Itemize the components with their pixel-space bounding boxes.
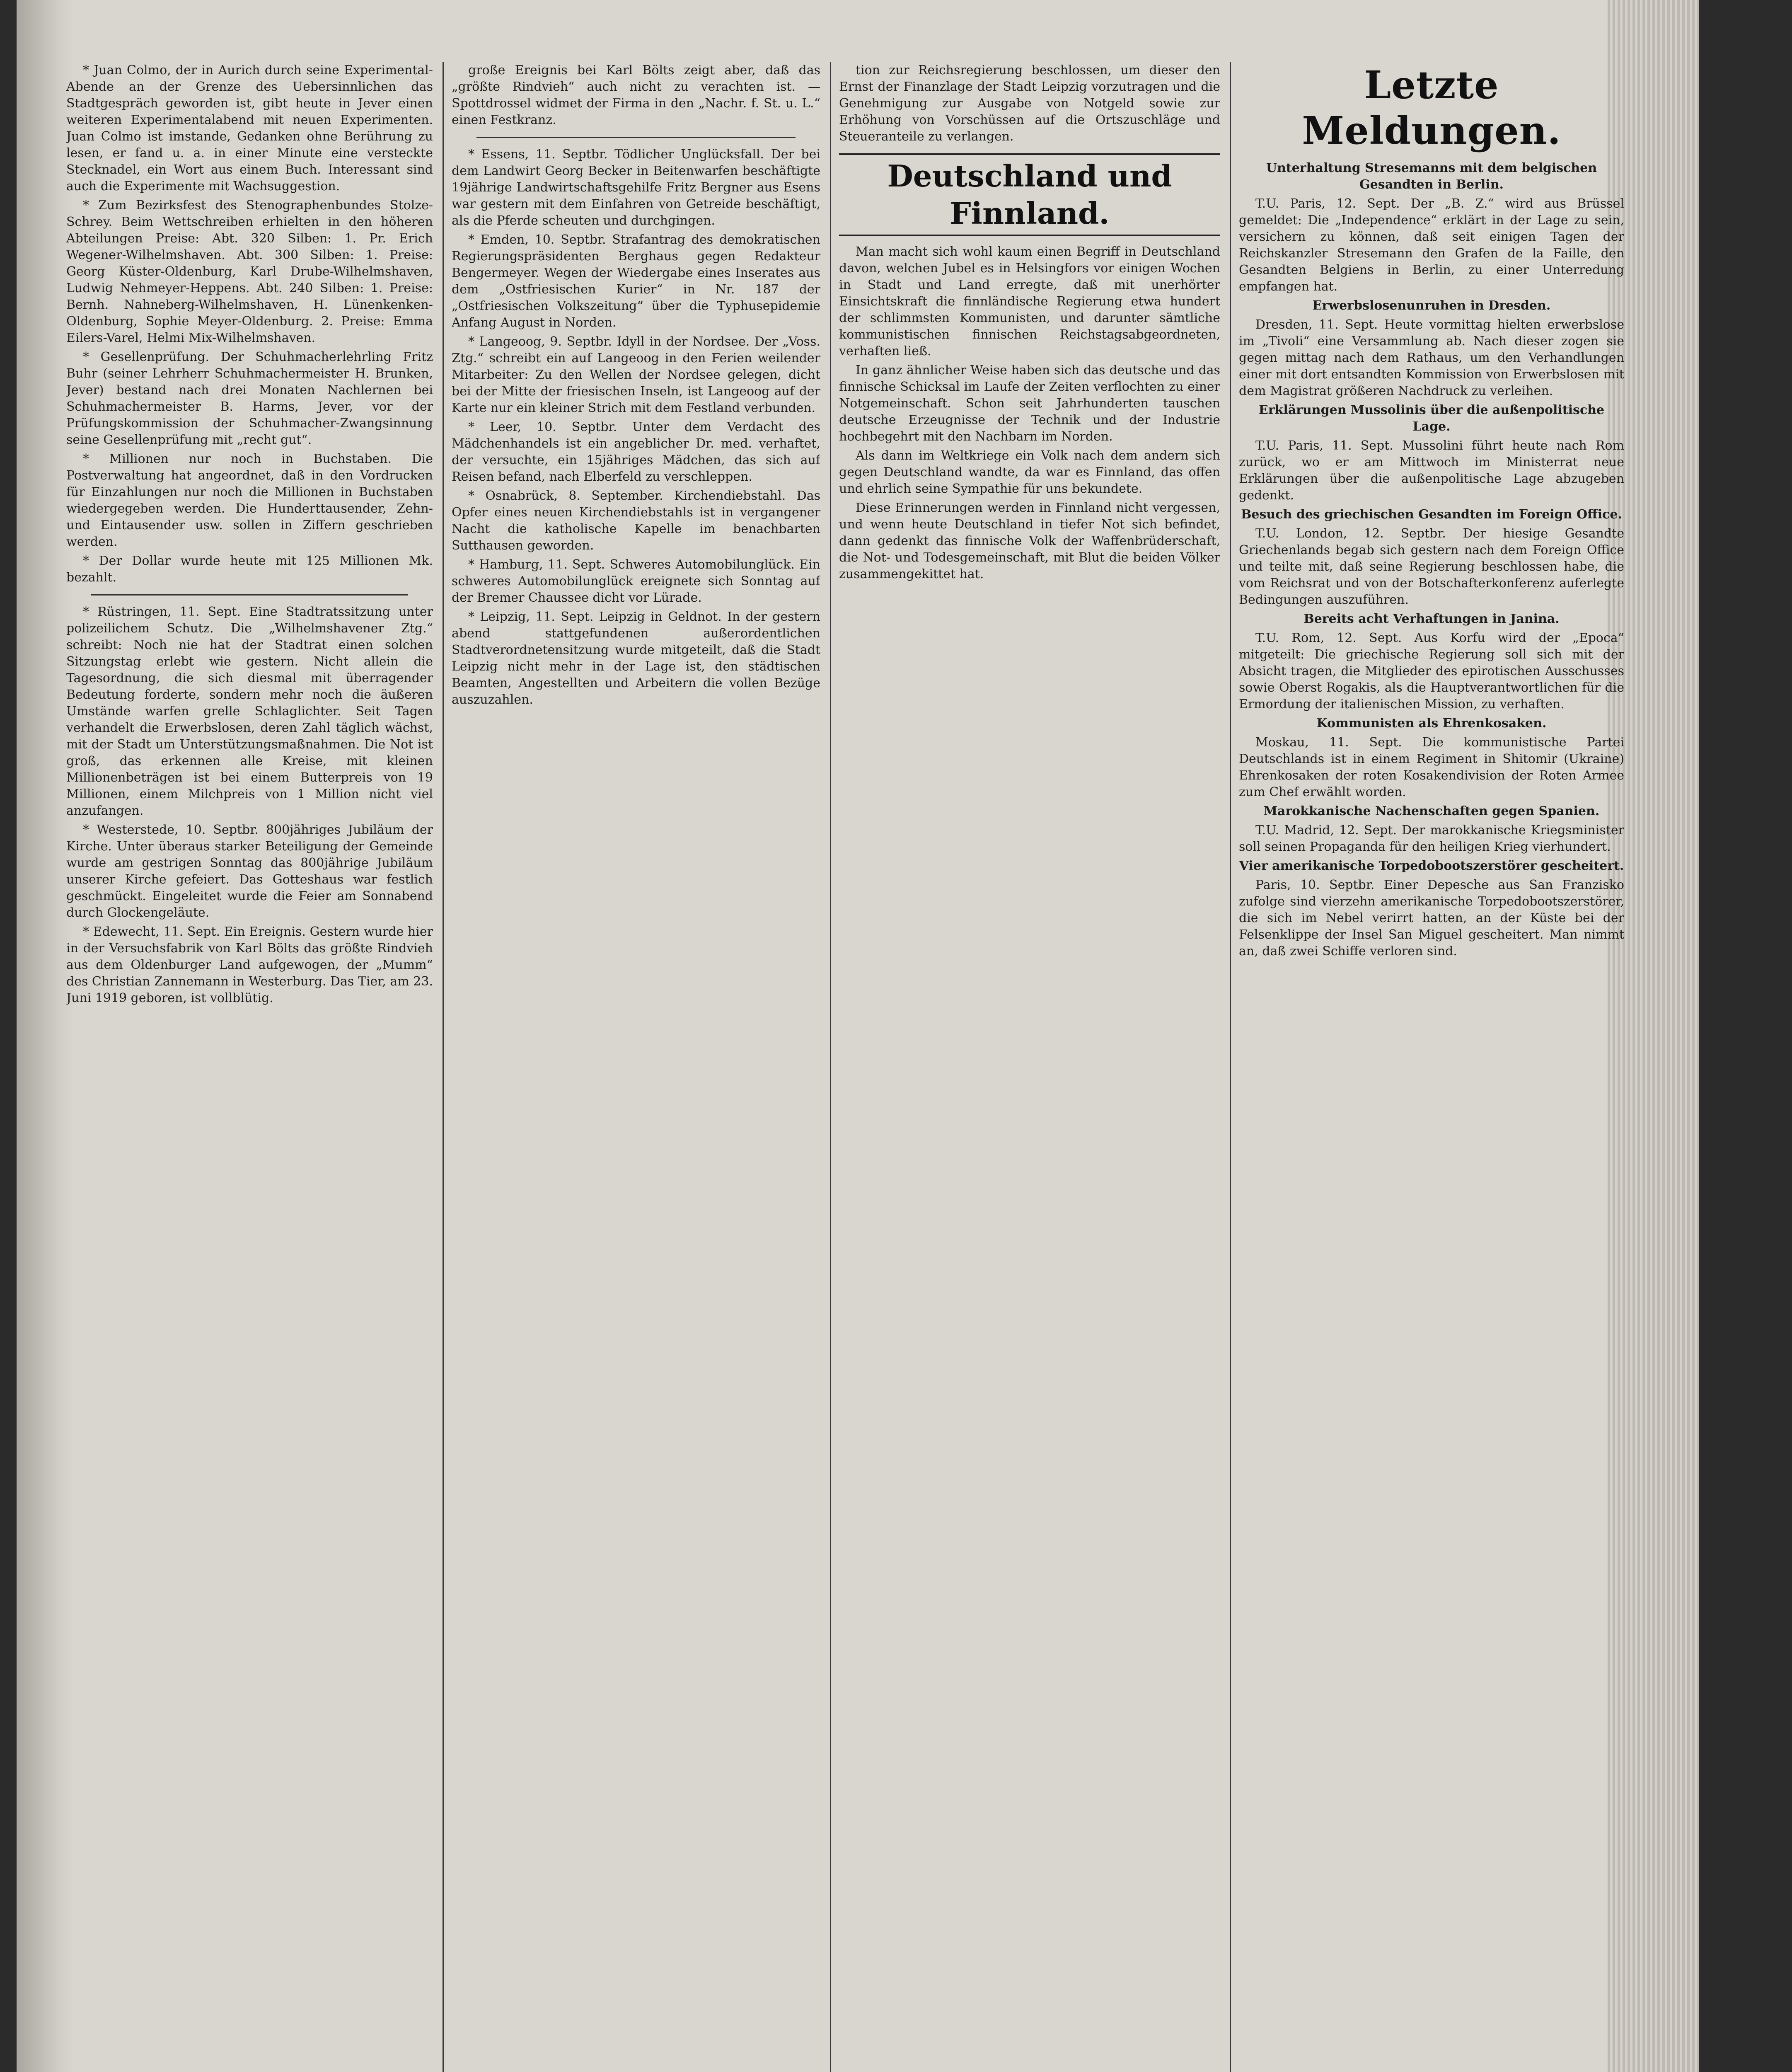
column-1 bbox=[66, 62, 433, 2072]
column-rule bbox=[443, 62, 444, 2072]
article-paragraph: * Leer, 10. Septbr. Unter dem Verdacht des Mädchenhandels ist ein angeblicher Dr. med. verhaftet, der versuchte, ein 15jähriges Mädchen, das sich auf Reisen befand, nach Elberfeld zu verschleppen. bbox=[452, 420, 820, 484]
news-item-title: Bereits acht Verhaftungen in Janina. bbox=[1303, 612, 1560, 626]
article-paragraph: In ganz ähnlicher Weise haben sich das deutsche und das finnische Schicksal im Laufe der Zeiten verflochten zu einer Notgemeinschaft. Schon seit Jahrhunderten tauschen deutsche Erzeugnisse der Technik und der Industrie hochbegehrt mit den Nachbarn im Norden. bbox=[839, 363, 1220, 444]
column-4 bbox=[1239, 62, 1624, 2072]
article-paragraph: Diese Erinnerungen werden in Finnland nicht vergessen, und wenn heute Deutschland in tiefer Not sich befindet, dann gedenkt das finnische Volk der Waffenbrüderschaft, die Not- und Todesgemeinschaft, mit Blut die beiden Völker zusammengekittet hat. bbox=[839, 501, 1220, 581]
article-paragraph: * Rüstringen, 11. Sept. Eine Stadtratssitzung unter polizeilichem Schutz. Die „Wilhelmshavener Ztg.“ schreibt: Noch nie hat der Stadtrat einen solchen Sitzungstag erlebt wie gestern. Nicht allein die Tagesordnung, die sich diesmal mit überragender Bedeutung forderte, sondern mehr noch die äußeren Umstände warfen grelle Schlaglichter. Seit Tagen verhandelt die Erwerbslosen, deren Zahl täglich wächst, mit der Stadt um Unterstützungsmaßnahmen. Die Not ist groß, das erkennen alle Kreise, mit kleinen Millionenbeträgen ist bei einem Butterpreis von 19 Millionen, einem Milchpreis von 1 Million nicht viel anzufangen. bbox=[66, 605, 433, 818]
article-paragraph: * Hamburg, 11. Sept. Schweres Automobilunglück. Ein schweres Automobilunglück ereignete sich Sonntag auf der Bremer Chaussee dicht vor Lürade. bbox=[452, 557, 820, 605]
article-paragraph: * Zum Bezirksfest des Stenographenbundes Stolze-Schrey. Beim Wettschreiben erhielten in den höheren Abteilungen Preise: Abt. 320 Silben: 1. Pr. Erich Wegener-Wilhelmshaven. Abt. 300 Silben: 1. Preise: Georg Küster-Oldenburg, Karl Drube-Wilhelmshaven, Ludwig Nehmeyer-Heppens. Abt. 240 Silben: 1. Preise: Bernh. Nahneberg-Wilhelmshaven, H. Lünenkenken-Oldenburg, Sophie Meyer-Oldenburg. 2. Preise: Emma Eilers-Varel, Helmi Mix-Wilhelmshaven. bbox=[66, 198, 433, 345]
news-item-title: Kommunisten als Ehrenkosaken. bbox=[1316, 716, 1547, 731]
article-paragraph: * Osnabrück, 8. September. Kirchendiebstahl. Das Opfer eines neuen Kirchendiebstahls ist in vergangener Nacht die katholische Kapelle im benachbarten Sutthausen geworden. bbox=[452, 489, 820, 553]
article-paragraph: * Edewecht, 11. Sept. Ein Ereignis. Gestern wurde hier in der Versuchsfabrik von Karl Bölts das größte Rindvieh aus dem Oldenburger Land aufgewogen, der „Mumm“ des Christian Zannemann in Westerburg. Das Tier, am 23. Juni 1919 geboren, ist vollblütig. bbox=[66, 925, 433, 1005]
column-2 bbox=[452, 62, 820, 2072]
news-item-text: Dresden, 11. Sept. Heute vormittag hielten erwerbslose im „Tivoli“ eine Versammlung ab. Nach dieser zogen sie gegen mittag nach dem Rathaus, um den Verhandlungen einer mit dort entsandten Kommission von Erwerbslosen mit dem Magistrat größeren Nachdruck zu verleihen. bbox=[1239, 317, 1624, 398]
column-rule bbox=[830, 62, 831, 2072]
news-item-title: Vier amerikanische Torpedobootszerstörer gescheitert. bbox=[1239, 859, 1624, 873]
news-item-title: Marokkanische Nachenschaften gegen Spanien. bbox=[1263, 804, 1600, 818]
section-divider bbox=[91, 594, 408, 595]
page-gutter-shadow bbox=[17, 0, 75, 2072]
article-paragraph: Man macht sich wohl kaum einen Begriff in Deutschland davon, welchen Jubel es in Helsingfors vor einigen Wochen in Stadt und Land erregte, daß mit unerhörter Einsichtskraft die finnländische Regierung etwa hundert der schlimmsten Kommunisten, und darunter sämtliche kommunistischen finnischen Reichstagsabgeordneten, verhaften ließ. bbox=[839, 244, 1220, 358]
article-paragraph: * Leipzig, 11. Sept. Leipzig in Geldnot. In der gestern abend stattgefundenen außerordentlichen Stadtverordnetensitzung wurde mitgeteilt, daß die Stadt Leipzig nicht mehr in der Lage ist, den städtischen Beamten, Angestellten und Arbeitern die vollen Bezüge auszuzahlen. bbox=[452, 610, 820, 707]
news-item-text: T.U. Paris, 11. Sept. Mussolini führt heute nach Rom zurück, wo er am Mittwoch im Ministerrat neue Erklärungen über die außenpolitische Lage abzugeben gedenkt. bbox=[1239, 438, 1624, 503]
section-divider bbox=[476, 137, 796, 138]
news-item-text: T.U. Madrid, 12. Sept. Der marokkanische Kriegsminister soll seinen Propaganda für den heiligen Krieg vierhundert. bbox=[1239, 823, 1624, 854]
news-item-title: Erklärungen Mussolinis über die außenpolitische Lage. bbox=[1258, 403, 1605, 434]
news-item-text: Moskau, 11. Sept. Die kommunistische Partei Deutschlands ist in einem Regiment in Shitomir (Ukraine) Ehrenkosaken der roten Kosakendivision der Roten Armee zum Chef erwählt worden. bbox=[1239, 735, 1624, 799]
news-item-title: Besuch des griechischen Gesandten im Foreign Office. bbox=[1241, 507, 1622, 522]
article-paragraph: tion zur Reichsregierung beschlossen, um dieser den Ernst der Finanzlage der Stadt Leipzig vorzutragen und die Genehmigung zur Ausgabe von Notgeld sowie zur Erhöhung von Vorschüssen auf die Ortszuschläge und Steueranteile zu verlangen. bbox=[839, 63, 1220, 144]
article-paragraph: * Der Dollar wurde heute mit 125 Millionen Mk. bezahlt. bbox=[66, 554, 433, 585]
news-item-title: Erwerbslosenunruhen in Dresden. bbox=[1312, 298, 1551, 313]
news-item-text: T.U. Rom, 12. Sept. Aus Korfu wird der „Epoca“ mitgeteilt: Die griechische Regierung soll sich mit der Absicht tragen, die Mitglieder des epirotischen Ausschusses sowie Oberst Rogakis, als die Hauptverantwortlichen für die Ermordung der italienischen Mission, zu verhaften. bbox=[1239, 631, 1624, 712]
article-paragraph: große Ereignis bei Karl Bölts zeigt aber, daß das „größte Rindvieh“ auch nicht zu verachten ist. — Spottdrossel widmet der Firma in den „Nachr. f. St. u. L.“ einen Festkranz. bbox=[452, 63, 820, 127]
article-paragraph: * Langeoog, 9. Septbr. Idyll in der Nordsee. Der „Voss. Ztg.“ schreibt ein auf Langeoog in den Ferien weilender Mitarbeiter: Zu den Wellen der Nordsee gelegen, dicht bei der Mitte der friesischen Inseln, ist Langeoog auf der Karte nur ein kleiner Strich mit dem Festland verbunden. bbox=[452, 334, 820, 415]
article-paragraph: * Essens, 11. Septbr. Tödlicher Unglücksfall. Der bei dem Landwirt Georg Becker in Beitenwarfen beschäftigte 19jährige Landwirtschaftsgehilfe Fritz Bergner aus Esens war gestern mit dem Einfahren von Getreide beschäftigt, als die Pferde scheuten und durchgingen. bbox=[452, 147, 820, 228]
news-item-text: T.U. London, 12. Septbr. Der hiesige Gesandte Griechenlands begab sich gestern nach dem Foreign Office und teilte mit, daß seine Regierung beschlossen habe, die vom Reichsrat und von der Botschafterkonferenz auferlegte Bedingungen auszuführen. bbox=[1239, 526, 1624, 607]
news-item-title: Unterhaltung Stresemanns mit dem belgischen Gesandten in Berlin. bbox=[1266, 161, 1597, 192]
section-headline: Letzte Meldungen. bbox=[1302, 63, 1561, 153]
article-paragraph: * Emden, 10. Septbr. Strafantrag des demokratischen Regierungspräsidenten Berghaus gegen Redakteur Bengermeyer. Wegen der Wiedergabe eines Inserates aus dem „Ostfriesischen Kurier“ in Nr. 187 der „Ostfriesischen Volkszeitung“ über die Typhusepidemie Anfang August in Norden. bbox=[452, 232, 820, 330]
news-item-text: Paris, 10. Septbr. Einer Depesche aus San Franzisko zufolge sind vierzehn amerikanische Torpedobootszerstörer, die sich im Nebel verirrt hatten, an der Küste bei der Felsenklippe der Insel San Miguel gescheitert. Man nimmt an, daß zwei Schiffe verloren sind. bbox=[1239, 878, 1624, 959]
article-headline: Deutschland und Finnland. bbox=[839, 153, 1220, 236]
column-3 bbox=[839, 62, 1220, 2072]
news-item-text: T.U. Paris, 12. Sept. Der „B. Z.“ wird aus Brüssel gemeldet: Die „Independence“ erklärt in der Lage zu sein, versichern zu können, daß seit einigen Tagen der Reichskanzler Stresemann den Grafen de la Faille, den Gesandten Belgiens in Berlin, zu einer Unterredung empfangen hat. bbox=[1239, 196, 1624, 294]
article-paragraph: * Millionen nur noch in Buchstaben. Die Postverwaltung hat angeordnet, daß in den Vordrucken für Einzahlungen nur noch die Millionen in Buchstaben wiedergegeben werden. Die Hunderttausender, Zehn- und Eintausender usw. sollen in Ziffern geschrieben werden. bbox=[66, 452, 433, 549]
article-paragraph: Als dann im Weltkriege ein Volk nach dem andern sich gegen Deutschland wandte, da war es Finnland, das offen und ehrlich seine Sympathie für uns bekundete. bbox=[839, 448, 1220, 496]
article-paragraph: * Juan Colmo, der in Aurich durch seine Experimental-Abende an der Grenze des Uebersinnlichen das Stadtgespräch geworden ist, gibt heute in Jever einen weiteren Experimentalabend mit neuen Experimenten. Juan Colmo ist imstande, Gedanken ohne Berührung zu lesen, er fand u. a. in einer Minute eine versteckte Stecknadel, ein Wort aus einem Buch. Interessant sind auch die Experimente mit Wachsuggestion. bbox=[66, 63, 433, 194]
article-paragraph: * Westerstede, 10. Septbr. 800jähriges Jubiläum der Kirche. Unter überaus starker Beteiligung der Gemeinde wurde am gestrigen Sonntag das 800jährige Jubiläum unserer Kirche gefeiert. Das Gotteshaus war festlich geschmückt. Eingeleitet wurde die Feier am Sonnabend durch Glockengeläute. bbox=[66, 823, 433, 920]
column-rule bbox=[1230, 62, 1231, 2072]
article-paragraph: * Gesellenprüfung. Der Schuhmacherlehrling Fritz Buhr (seiner Lehrherr Schuhmachermeister H. Brunken, Jever) bestand nach drei Monaten Nachlernen bei Schuhmachermeister B. Harms, Jever, vor der Prüfungskommission der Schuhmacher-Zwangsinnung seine Gesellenprüfung mit „recht gut“. bbox=[66, 350, 433, 447]
